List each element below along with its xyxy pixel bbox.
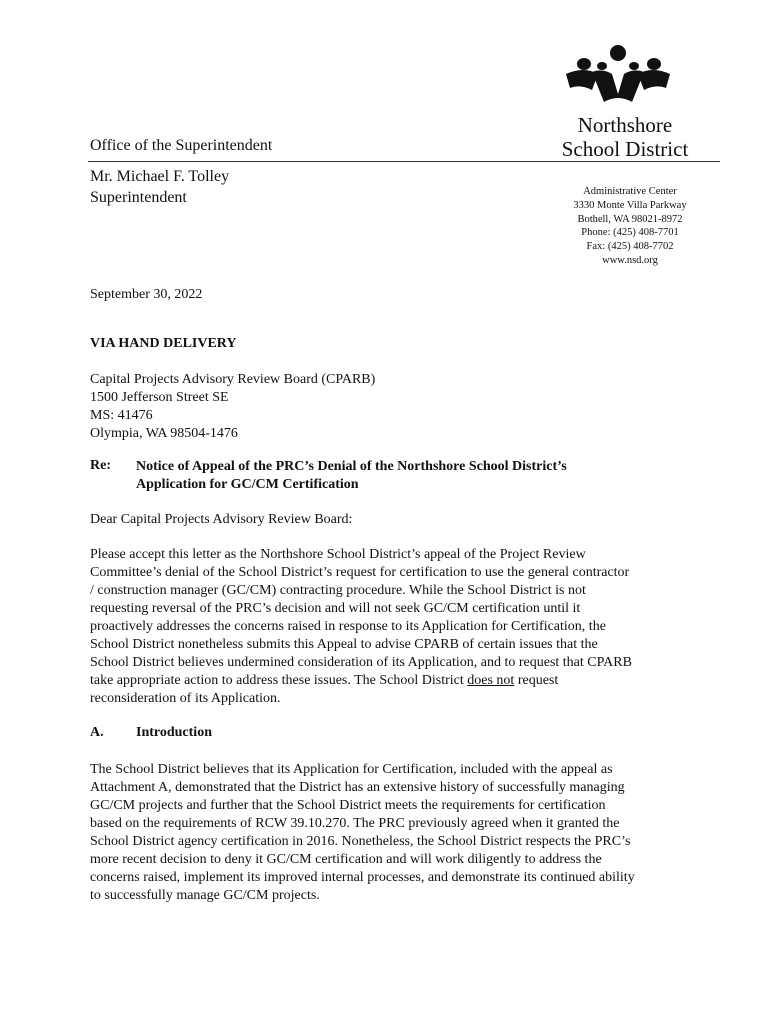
recipient-line: Capital Projects Advisory Review Board (CPARB) — [90, 372, 376, 387]
paragraph-text: request — [514, 673, 559, 688]
superintendent-title: Superintendent — [90, 189, 187, 206]
paragraph-line: School District agency certification in 2016. Nonetheless, the School District respects the PRC’s — [90, 834, 631, 849]
paragraph-line — [90, 672, 690, 690]
salutation: Dear Capital Projects Advisory Review Board: — [90, 512, 353, 527]
paragraph-line: Attachment A, demonstrated that the District has an extensive history of successfully managing — [90, 780, 625, 795]
delivery-method: VIA HAND DELIVERY — [90, 336, 237, 351]
recipient-line: 1500 Jefferson Street SE — [90, 390, 229, 405]
re-subject — [136, 458, 656, 494]
paragraph-appeal — [90, 546, 690, 708]
contact-line: Fax: (425) 408-7702 — [586, 241, 674, 253]
paragraph-text: take appropriate action to address these issues. The School District — [90, 673, 468, 688]
paragraph-introduction — [90, 761, 690, 905]
office-label: Office of the Superintendent — [90, 137, 273, 154]
contact-line: Phone: (425) 408-7701 — [581, 227, 679, 239]
paragraph-line: based on the requirements of RCW 39.10.270. The PRC previously agreed when it granted the — [90, 816, 620, 831]
section-title: Introduction — [136, 725, 212, 740]
superintendent-name: Mr. Michael F. Tolley — [90, 168, 230, 185]
contact-line: Administrative Center — [583, 186, 677, 197]
underlined-emphasis: does not — [467, 673, 515, 688]
contact-website: www.nsd.org — [602, 254, 658, 266]
re-subject-line: Application for GC/CM Certification — [136, 477, 359, 492]
recipient-line: Olympia, WA 98504-1476 — [90, 426, 238, 441]
paragraph-line: The School District believes that its Application for Certification, included with the appeal as — [90, 762, 613, 777]
contact-line: Bothell, WA 98021-8972 — [577, 213, 683, 225]
re-subject-line: Notice of Appeal of the PRC’s Denial of the Northshore School District’s — [136, 459, 567, 474]
paragraph-line: proactively addresses the concerns raised in response to its Application for Certification, the — [90, 619, 606, 634]
district-logo-figures-icon — [562, 44, 674, 108]
paragraph-line: School District nonetheless submits this Appeal to advise CPARB of certain issues that the — [90, 637, 598, 652]
paragraph-line: School District believes undermined consideration of its Application, and to request that CPARB — [90, 655, 632, 670]
paragraph-line: Committee’s denial of the School District’s request for certification to use the general contractor — [90, 565, 630, 580]
letter-date: September 30, 2022 — [90, 287, 203, 302]
paragraph-line: GC/CM projects and further that the School District meets the requirements for certification — [90, 798, 606, 813]
paragraph-line: more recent decision to deny it GC/CM certification and will work diligently to address the — [90, 852, 602, 867]
paragraph-line: / construction manager (GC/CM) contracting procedure. While the School District is not — [90, 583, 586, 598]
recipient-address — [90, 371, 690, 443]
district-name — [530, 113, 720, 161]
recipient-line: MS: 41476 — [90, 408, 153, 423]
paragraph-line: requesting reversal of the PRC’s decision and will not seek GC/CM certification until it — [90, 601, 581, 616]
contact-block — [540, 185, 720, 268]
district-name-line1: Northshore — [577, 113, 673, 137]
superintendent-block — [90, 166, 229, 208]
letterhead-divider — [88, 161, 720, 162]
district-name-line2: School District — [561, 137, 689, 161]
paragraph-line: to successfully manage GC/CM projects. — [90, 888, 320, 903]
section-label: A. — [90, 725, 104, 740]
re-label: Re: — [90, 458, 111, 473]
paragraph-line: reconsideration of its Application. — [90, 691, 281, 706]
paragraph-line: Please accept this letter as the Northshore School District’s appeal of the Project Review — [90, 547, 586, 562]
contact-line: 3330 Monte Villa Parkway — [573, 199, 687, 211]
paragraph-line: concerns raised, implement its improved internal processes, and demonstrate its continued ability — [90, 870, 635, 885]
